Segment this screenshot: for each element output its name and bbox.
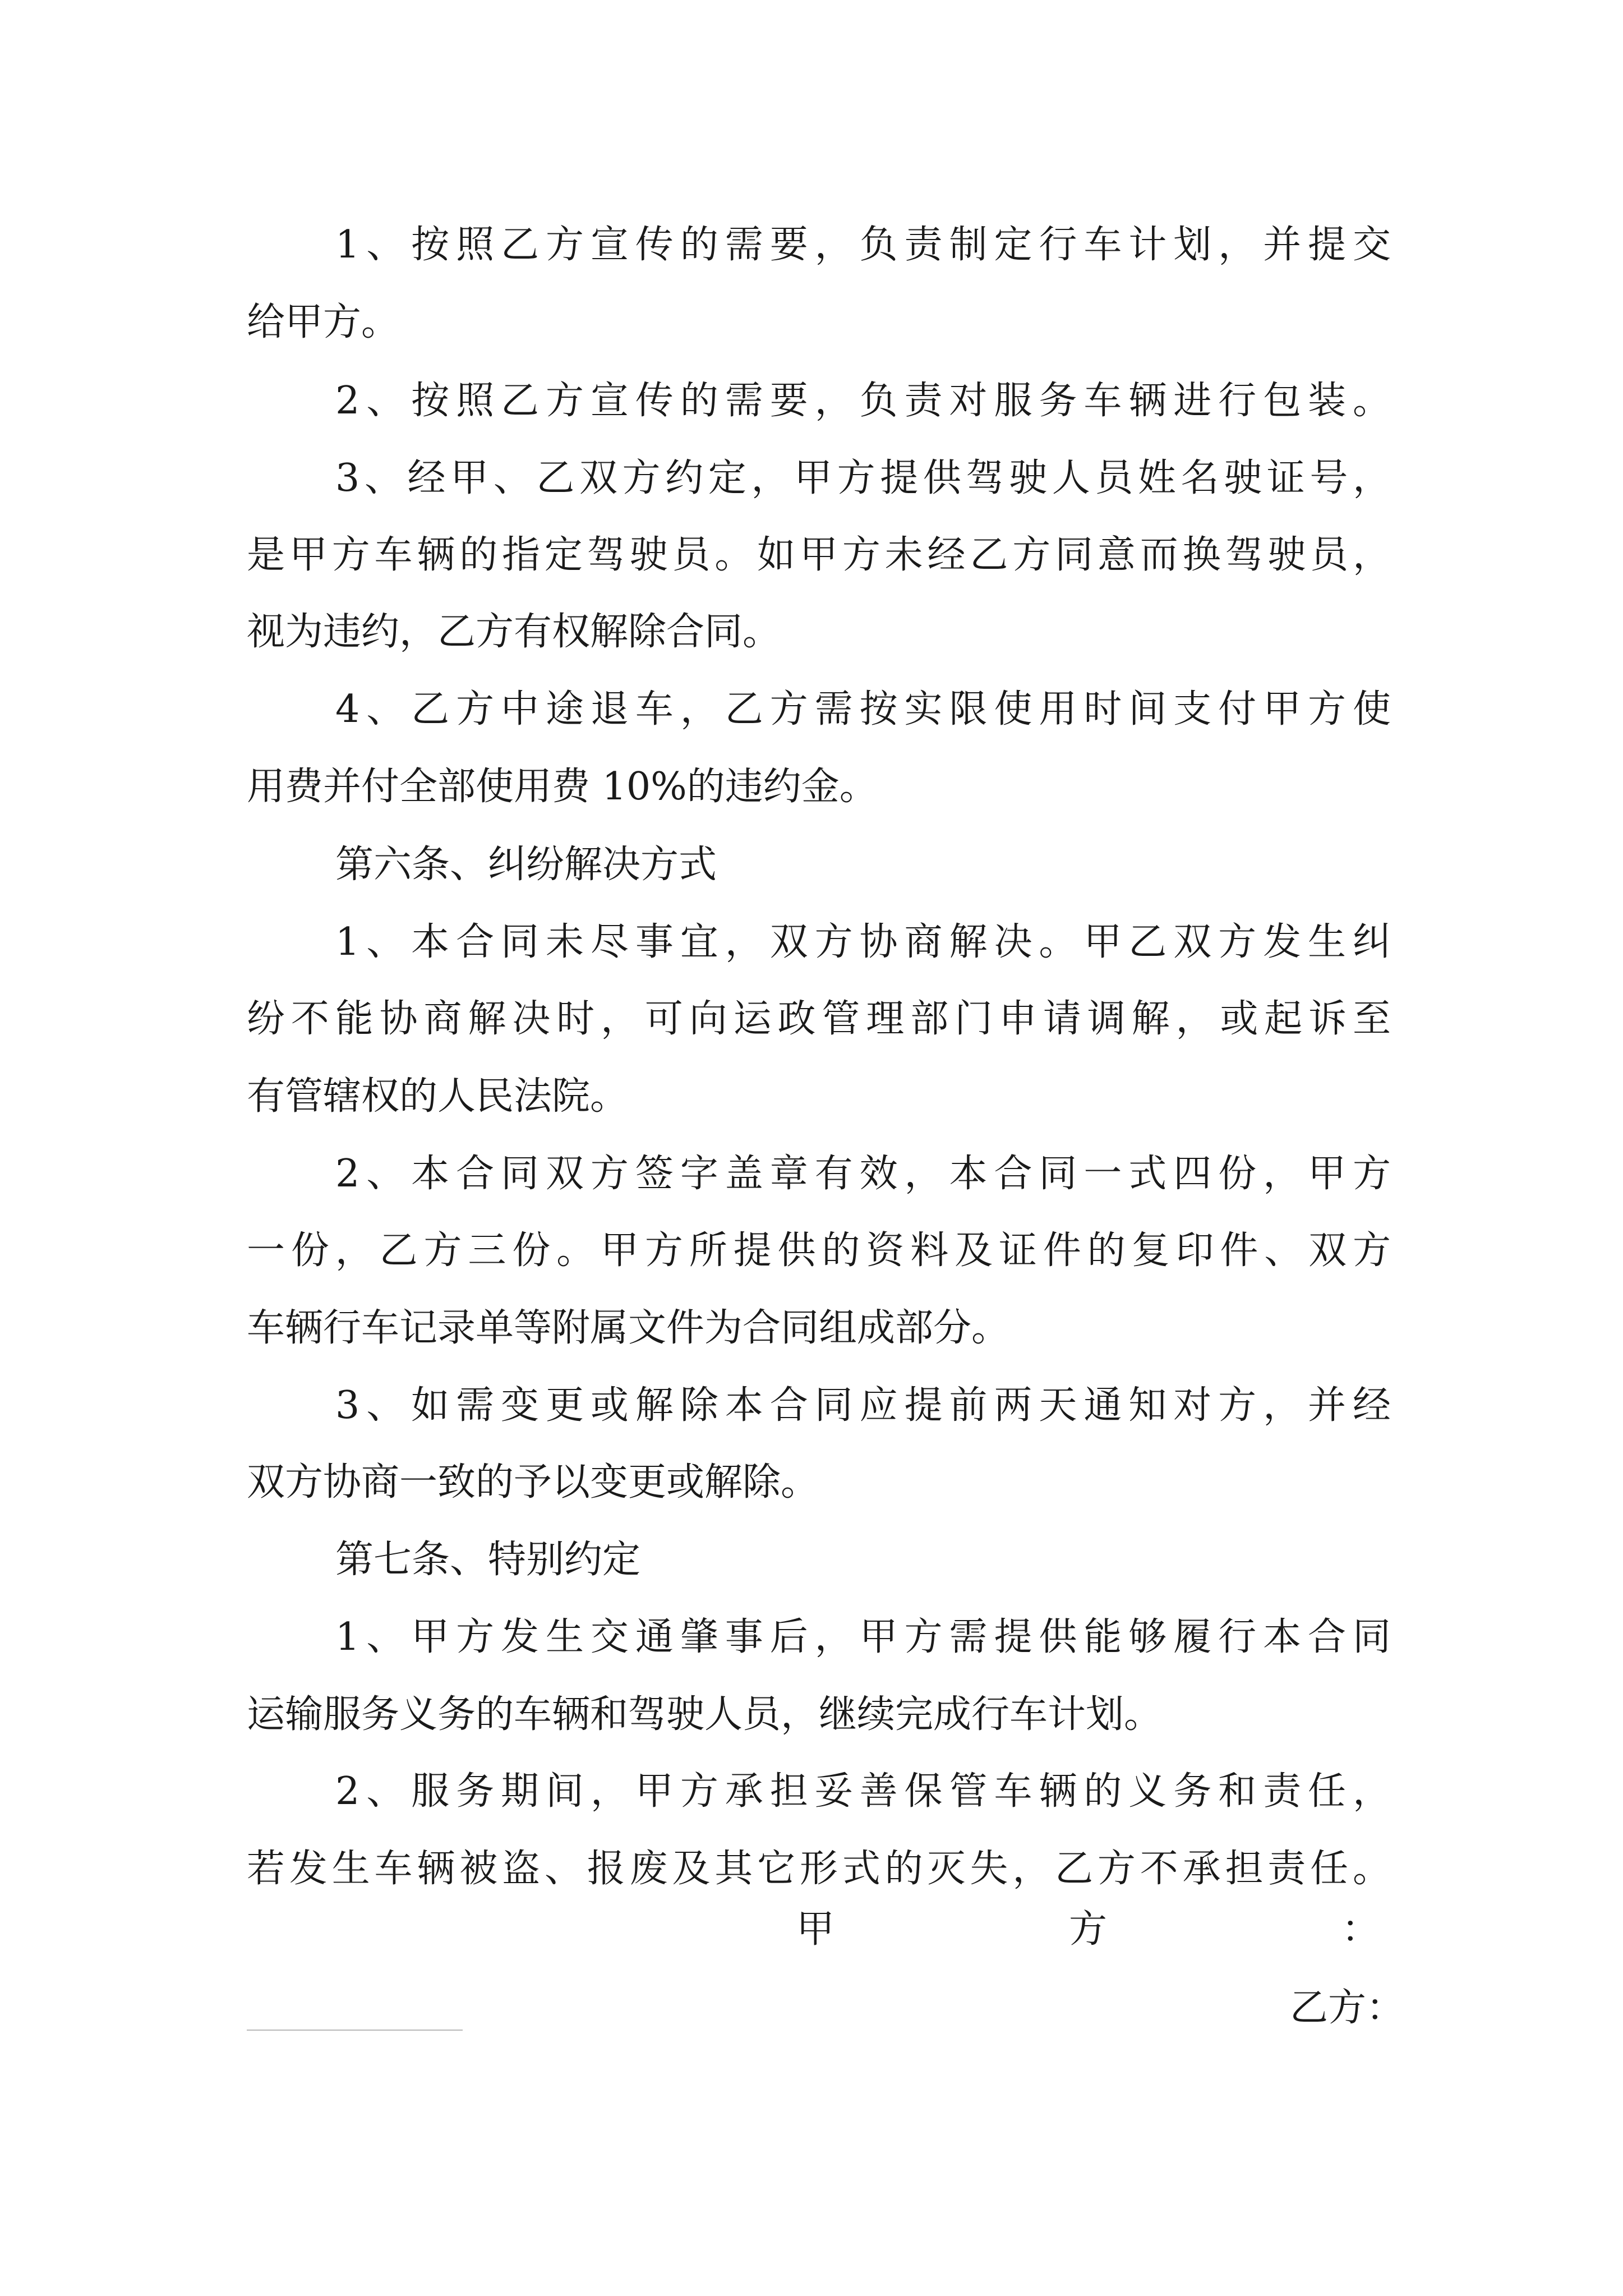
clause-6-item-3-line-2: 双方协商一致的予以变更或解除。 <box>247 1460 819 1504</box>
signature-underline <box>247 2030 463 2031</box>
clause-6-item-1-line-2: 纷不能协商解决时，可向运政管理部门申请调解，或起诉至 <box>247 997 1391 1041</box>
clause-5-item-3-line-1: 3、经甲、乙双方约定，甲方提供驾驶人员姓名驶证号， <box>335 456 1391 500</box>
clause-5-item-1-line-1: 1、按照乙方宣传的需要，负责制定行车计划，并提交 <box>335 223 1391 267</box>
clause-6-item-1-line-3: 有管辖权的人民法院。 <box>247 1074 629 1119</box>
clause-5-item-4-line-1: 4、乙方中途退车，乙方需按实限使用时间支付甲方使 <box>335 687 1391 731</box>
clause-7-item-1-line-2: 运输服务义务的车辆和驾驶人员，继续完成行车计划。 <box>247 1692 1163 1737</box>
clause-5-item-3-line-2: 是甲方车辆的指定驾驶员。如甲方未经乙方同意而换驾驶员， <box>247 533 1391 577</box>
section-heading-article-7: 第七条、特别约定 <box>335 1538 641 1582</box>
clause-5-item-1-line-2: 给甲方。 <box>247 300 400 344</box>
clause-6-item-3-line-1: 3、如需变更或解除本合同应提前两天通知对方，并经 <box>335 1383 1391 1428</box>
clause-6-item-2-line-2: 一份，乙方三份。甲方所提供的资料及证件的复印件、双方 <box>247 1228 1391 1273</box>
clause-5-item-2-line-1: 2、按照乙方宣传的需要，负责对服务车辆进行包装。 <box>335 379 1391 423</box>
clause-7-item-1-line-1: 1、甲方发生交通肇事后，甲方需提供能够履行本合同 <box>335 1615 1391 1659</box>
clause-7-item-2-line-2: 若发生车辆被盗、报废及其它形式的灭失，乙方不承担责任。 <box>247 1847 1391 1891</box>
party-b-signature-label: 乙方： <box>1290 1986 1405 2030</box>
clause-6-item-2-line-3: 车辆行车记录单等附属文件为合同组成部分。 <box>247 1306 1010 1350</box>
party-a-signature-label: 甲方： <box>796 1907 1380 1952</box>
clause-6-item-1-line-1: 1、本合同未尽事宜，双方协商解决。甲乙双方发生纠 <box>335 920 1391 964</box>
clause-5-item-4-line-2: 用费并付全部使用费 10%的违约金。 <box>247 765 878 809</box>
clause-5-item-3-line-3: 视为违约，乙方有权解除合同。 <box>247 610 781 654</box>
section-heading-article-6: 第六条、纠纷解决方式 <box>335 843 717 887</box>
clause-6-item-2-line-1: 2、本合同双方签字盖章有效，本合同一式四份，甲方 <box>335 1152 1391 1196</box>
clause-7-item-2-line-1: 2、服务期间，甲方承担妥善保管车辆的义务和责任， <box>335 1769 1391 1814</box>
